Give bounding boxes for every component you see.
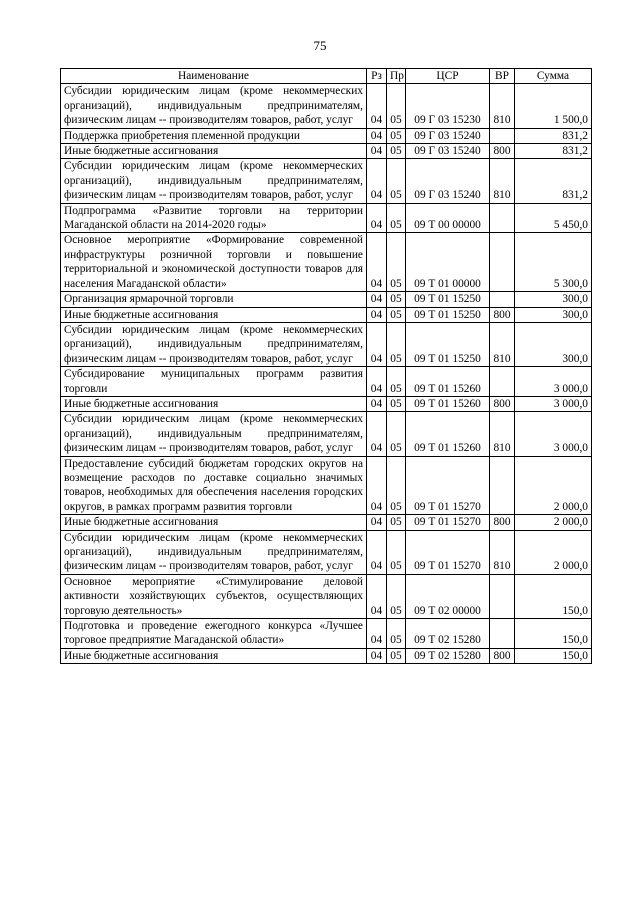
- row-vr: [490, 367, 515, 397]
- row-rz: 04: [367, 367, 387, 397]
- row-sum: 831,2: [515, 159, 592, 203]
- row-csr: 09 Т 01 15270: [406, 530, 490, 574]
- row-sum: 3 000,0: [515, 396, 592, 411]
- header-csr: ЦСР: [406, 69, 490, 84]
- row-name: Подготовка и проведение ежегодного конкурса «Лучшее торговое предприятие Магаданской области»: [61, 619, 367, 649]
- row-pr: 05: [387, 574, 406, 618]
- row-csr: 09 Т 01 15250: [406, 307, 490, 322]
- header-sum: Сумма: [515, 69, 592, 84]
- row-sum: 150,0: [515, 619, 592, 649]
- row-name: Субсидии юридическим лицам (кроме некоммерческих организаций), индивидуальным предпринимателям, физическим лицам -- производителям товаров, работ, услуг: [61, 159, 367, 203]
- row-pr: 05: [387, 144, 406, 159]
- row-name: Иные бюджетные ассигнования: [61, 307, 367, 322]
- row-vr: 800: [490, 648, 515, 663]
- row-name: Иные бюджетные ассигнования: [61, 648, 367, 663]
- table-row: [61, 144, 592, 159]
- row-sum: 150,0: [515, 574, 592, 618]
- row-pr: 05: [387, 412, 406, 456]
- row-csr: 09 Т 01 15270: [406, 515, 490, 530]
- row-rz: 04: [367, 307, 387, 322]
- table-row: [61, 412, 592, 456]
- row-vr: 800: [490, 144, 515, 159]
- table-row: [61, 233, 592, 292]
- row-pr: 05: [387, 456, 406, 515]
- row-csr: 09 Г 03 15240: [406, 159, 490, 203]
- row-csr: 09 Т 02 15280: [406, 619, 490, 649]
- row-csr: 09 Г 03 15240: [406, 144, 490, 159]
- row-sum: 1 500,0: [515, 84, 592, 128]
- table-row: [61, 84, 592, 128]
- table-row: [61, 456, 592, 515]
- row-csr: 09 Т 01 00000: [406, 233, 490, 292]
- row-pr: 05: [387, 367, 406, 397]
- row-rz: 04: [367, 648, 387, 663]
- row-vr: 800: [490, 307, 515, 322]
- row-vr: 810: [490, 159, 515, 203]
- table-row: [61, 159, 592, 203]
- row-pr: 05: [387, 84, 406, 128]
- row-sum: 2 000,0: [515, 530, 592, 574]
- row-pr: 05: [387, 128, 406, 143]
- row-rz: 04: [367, 203, 387, 233]
- budget-table: [60, 68, 592, 664]
- row-name: Иные бюджетные ассигнования: [61, 144, 367, 159]
- row-name: Субсидии юридическим лицам (кроме некоммерческих организаций), индивидуальным предпринимателям, физическим лицам -- производителям товаров, работ, услуг: [61, 530, 367, 574]
- row-pr: 05: [387, 307, 406, 322]
- table-row: [61, 648, 592, 663]
- row-sum: 2 000,0: [515, 515, 592, 530]
- row-pr: 05: [387, 159, 406, 203]
- row-name: Подпрограмма «Развитие торговли на территории Магаданской области на 2014-2020 годы»: [61, 203, 367, 233]
- table-row: [61, 574, 592, 618]
- row-vr: 810: [490, 412, 515, 456]
- row-sum: 300,0: [515, 292, 592, 307]
- row-vr: [490, 128, 515, 143]
- row-rz: 04: [367, 84, 387, 128]
- row-pr: 05: [387, 619, 406, 649]
- row-sum: 3 000,0: [515, 367, 592, 397]
- row-rz: 04: [367, 292, 387, 307]
- row-csr: 09 Т 01 15250: [406, 292, 490, 307]
- row-name: Основное мероприятие «Формирование современной инфраструктуры розничной торговли и повышение территориальной и экономической доступности товаров для населения Магаданской области»: [61, 233, 367, 292]
- table-row: [61, 203, 592, 233]
- row-vr: 800: [490, 515, 515, 530]
- row-name: Организация ярмарочной торговли: [61, 292, 367, 307]
- row-name: Субсидии юридическим лицам (кроме некоммерческих организаций), индивидуальным предпринимателям, физическим лицам -- производителям товаров, работ, услуг: [61, 322, 367, 366]
- table-row: [61, 292, 592, 307]
- row-pr: 05: [387, 396, 406, 411]
- row-name: Предоставление субсидий бюджетам городских округов на возмещение расходов по доставке социально значимых товаров, необходимых для обеспечения населения городских округов, в рамках программ развития торговли: [61, 456, 367, 515]
- table-row: [61, 367, 592, 397]
- row-rz: 04: [367, 144, 387, 159]
- row-pr: 05: [387, 648, 406, 663]
- table-row: [61, 619, 592, 649]
- row-sum: 5 450,0: [515, 203, 592, 233]
- row-vr: 800: [490, 396, 515, 411]
- row-name: Субсидирование муниципальных программ развития торговли: [61, 367, 367, 397]
- row-vr: 810: [490, 322, 515, 366]
- row-pr: 05: [387, 233, 406, 292]
- row-name: Поддержка приобретения племенной продукции: [61, 128, 367, 143]
- row-vr: [490, 233, 515, 292]
- page-number: 75: [313, 38, 327, 53]
- row-vr: [490, 292, 515, 307]
- row-vr: [490, 456, 515, 515]
- row-pr: 05: [387, 530, 406, 574]
- row-sum: 3 000,0: [515, 412, 592, 456]
- row-name: Иные бюджетные ассигнования: [61, 396, 367, 411]
- row-csr: 09 Т 01 15260: [406, 412, 490, 456]
- row-csr: 09 Т 01 15270: [406, 456, 490, 515]
- row-rz: 04: [367, 128, 387, 143]
- table-row: [61, 515, 592, 530]
- row-vr: [490, 619, 515, 649]
- row-name: Субсидии юридическим лицам (кроме некоммерческих организаций), индивидуальным предпринимателям, физическим лицам -- производителям товаров, работ, услуг: [61, 84, 367, 128]
- row-csr: 09 Г 03 15240: [406, 128, 490, 143]
- table-header-row: [61, 69, 592, 84]
- row-rz: 04: [367, 515, 387, 530]
- row-pr: 05: [387, 515, 406, 530]
- row-rz: 04: [367, 619, 387, 649]
- row-pr: 05: [387, 322, 406, 366]
- header-pr: Пр: [387, 69, 406, 84]
- row-name: Субсидии юридическим лицам (кроме некоммерческих организаций), индивидуальным предпринимателям, физическим лицам -- производителям товаров, работ, услуг: [61, 412, 367, 456]
- row-rz: 04: [367, 322, 387, 366]
- row-csr: 09 Т 01 15260: [406, 396, 490, 411]
- row-csr: 09 Т 02 15280: [406, 648, 490, 663]
- row-csr: 09 Т 01 15250: [406, 322, 490, 366]
- row-rz: 04: [367, 574, 387, 618]
- row-csr: 09 Т 02 00000: [406, 574, 490, 618]
- row-sum: 300,0: [515, 322, 592, 366]
- row-sum: 831,2: [515, 128, 592, 143]
- row-rz: 04: [367, 456, 387, 515]
- row-name: Основное мероприятие «Стимулирование деловой активности хозяйствующих субъектов, осуществляющих торговую деятельность»: [61, 574, 367, 618]
- row-vr: [490, 574, 515, 618]
- row-csr: 09 Г 03 15230: [406, 84, 490, 128]
- table-row: [61, 128, 592, 143]
- table-row: [61, 396, 592, 411]
- table-row: [61, 307, 592, 322]
- header-vr: ВР: [490, 69, 515, 84]
- row-rz: 04: [367, 530, 387, 574]
- row-pr: 05: [387, 292, 406, 307]
- row-sum: 2 000,0: [515, 456, 592, 515]
- row-name: Иные бюджетные ассигнования: [61, 515, 367, 530]
- row-sum: 831,2: [515, 144, 592, 159]
- row-rz: 04: [367, 233, 387, 292]
- row-pr: 05: [387, 203, 406, 233]
- row-rz: 04: [367, 396, 387, 411]
- row-rz: 04: [367, 159, 387, 203]
- header-rz: Рз: [367, 69, 387, 84]
- row-vr: 810: [490, 530, 515, 574]
- row-sum: 5 300,0: [515, 233, 592, 292]
- header-name: Наименование: [61, 69, 367, 84]
- row-vr: [490, 203, 515, 233]
- table-row: [61, 322, 592, 366]
- row-csr: 09 Т 00 00000: [406, 203, 490, 233]
- row-sum: 150,0: [515, 648, 592, 663]
- table-row: [61, 530, 592, 574]
- row-vr: 810: [490, 84, 515, 128]
- row-csr: 09 Т 01 15260: [406, 367, 490, 397]
- row-sum: 300,0: [515, 307, 592, 322]
- row-rz: 04: [367, 412, 387, 456]
